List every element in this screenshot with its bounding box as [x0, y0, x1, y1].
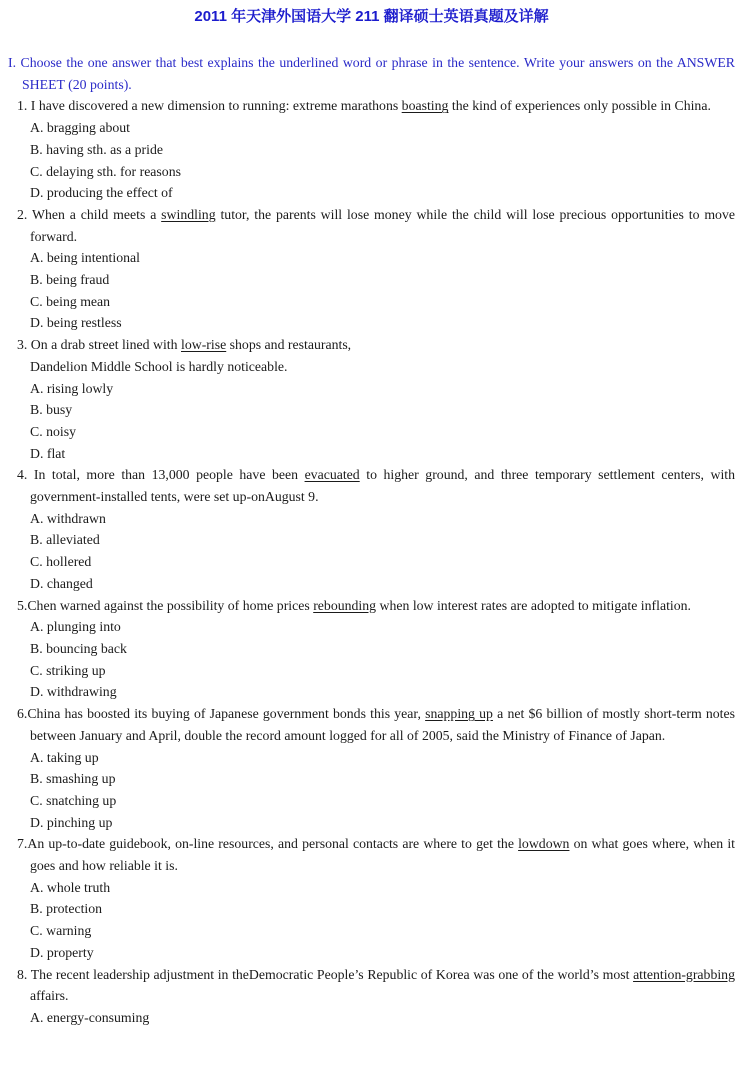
section-instruction: I. Choose the one answer that best explains the underlined word or phrase in the sentence. Write your answers on the ANSWER SHEET (20 points).: [8, 55, 735, 92]
stem-text-before: The recent leadership adjustment in theDemocratic People’s Republic of Korea was one of the world’s most: [30, 966, 634, 982]
stem-text-before: On a drab street lined with: [30, 337, 181, 353]
option-c: C. being mean: [30, 293, 111, 309]
option-a: A. being intentional: [30, 250, 140, 266]
question-number: 7.: [17, 836, 28, 852]
option-c: C. delaying sth. for reasons: [30, 163, 181, 179]
underlined-term: boasting: [401, 98, 449, 114]
question-stem: [8, 334, 735, 377]
option-c: C. striking up: [30, 662, 106, 678]
question-number: 5.: [17, 597, 28, 613]
stem-text-after: when low interest rates are adopted to mitigate inflation.: [376, 597, 691, 613]
option-b: B. busy: [30, 402, 73, 418]
option-c: C. noisy: [30, 423, 76, 439]
question-stem: [8, 464, 735, 507]
question-stem: [8, 204, 735, 247]
option-a: A. whole truth: [30, 879, 111, 895]
option-b: B. being fraud: [30, 272, 110, 288]
option-d: D. changed: [30, 575, 93, 591]
stem-text-after: shops and restaurants,: [226, 337, 352, 353]
underlined-term: snapping up: [425, 706, 493, 722]
underlined-term: low-rise: [181, 337, 227, 353]
question-1: [8, 95, 735, 204]
underlined-term: evacuated: [304, 467, 360, 483]
question-6: [8, 703, 735, 833]
stem-text-after: a net $6 billion of mostly short-term notes between January and April, double the record amount logged for all of 2005, said the Ministry of Finance of Japan.: [30, 706, 735, 743]
stem-text-before: An up-to-date guidebook, on-line resources, and personal contacts are where to get the: [27, 836, 519, 852]
question-stem: [8, 833, 735, 876]
stem-text-after: the kind of experiences only possible in China.: [448, 98, 711, 114]
question-3: [8, 334, 735, 464]
question-7: [8, 833, 735, 963]
question-number: 4.: [17, 467, 34, 483]
option-c: C. snatching up: [30, 792, 117, 808]
stem-text-before: I have discovered a new dimension to running: extreme marathons: [30, 98, 402, 114]
stem-text-line2: Dandelion Middle School is hardly noticeable.: [30, 358, 288, 374]
option-d: D. property: [30, 944, 94, 960]
stem-text-after: affairs.: [30, 988, 69, 1004]
question-5: [8, 595, 735, 704]
option-d: D. being restless: [30, 315, 122, 331]
question-stem: [8, 703, 735, 746]
question-stem: [8, 964, 735, 1007]
question-number: 3.: [17, 337, 31, 353]
question-number: 8.: [17, 966, 31, 982]
option-d: D. withdrawing: [30, 684, 117, 700]
option-b: B. having sth. as a pride: [30, 141, 163, 157]
question-number: 6.: [17, 706, 28, 722]
question-2: [8, 204, 735, 334]
stem-text-after: on what goes where, when it goes and how reliable it is.: [30, 836, 735, 874]
option-b: B. alleviated: [30, 532, 100, 548]
question-8: [8, 964, 735, 1029]
underlined-term: rebounding: [313, 597, 377, 613]
option-a: A. energy-consuming: [30, 1009, 150, 1025]
option-a: A. taking up: [30, 749, 99, 765]
option-c: C. warning: [30, 923, 92, 939]
option-d: D. pinching up: [30, 814, 113, 830]
question-number: 2.: [17, 206, 32, 222]
stem-text-before: When a child meets a: [31, 206, 162, 222]
option-b: B. protection: [30, 901, 103, 917]
stem-text-before: In total, more than 13,000 people have been: [33, 467, 305, 483]
option-c: C. hollered: [30, 554, 92, 570]
option-a: A. plunging into: [30, 619, 121, 635]
underlined-term: swindling: [161, 206, 216, 222]
option-b: B. bouncing back: [30, 640, 127, 656]
option-a: A. bragging about: [30, 120, 131, 136]
option-a: A. rising lowly: [30, 380, 114, 396]
question-stem: [8, 595, 735, 617]
underlined-term: attention-grabbing: [633, 966, 735, 982]
stem-text-before: Chen warned against the possibility of home prices: [27, 597, 314, 613]
stem-text-before: China has boosted its buying of Japanese government bonds this year,: [27, 706, 426, 722]
stem-text-after: tutor, the parents will lose money while the child will lose precious opportunities to move forward.: [30, 206, 735, 244]
option-d: D. producing the effect of: [30, 185, 173, 201]
stem-text-after: to higher ground, and three temporary settlement centers, with government-installed tents, were set up-onAugust 9.: [30, 467, 736, 505]
question-4: [8, 464, 735, 594]
question-stem: [8, 95, 735, 117]
underlined-term: lowdown: [518, 836, 570, 852]
option-d: D. flat: [30, 445, 66, 461]
question-number: 1.: [17, 98, 31, 114]
page-title: 2011 年天津外国语大学 211 翻译硕士英语真题及详解: [194, 8, 549, 25]
option-b: B. smashing up: [30, 771, 116, 787]
option-a: A. withdrawn: [30, 510, 106, 526]
